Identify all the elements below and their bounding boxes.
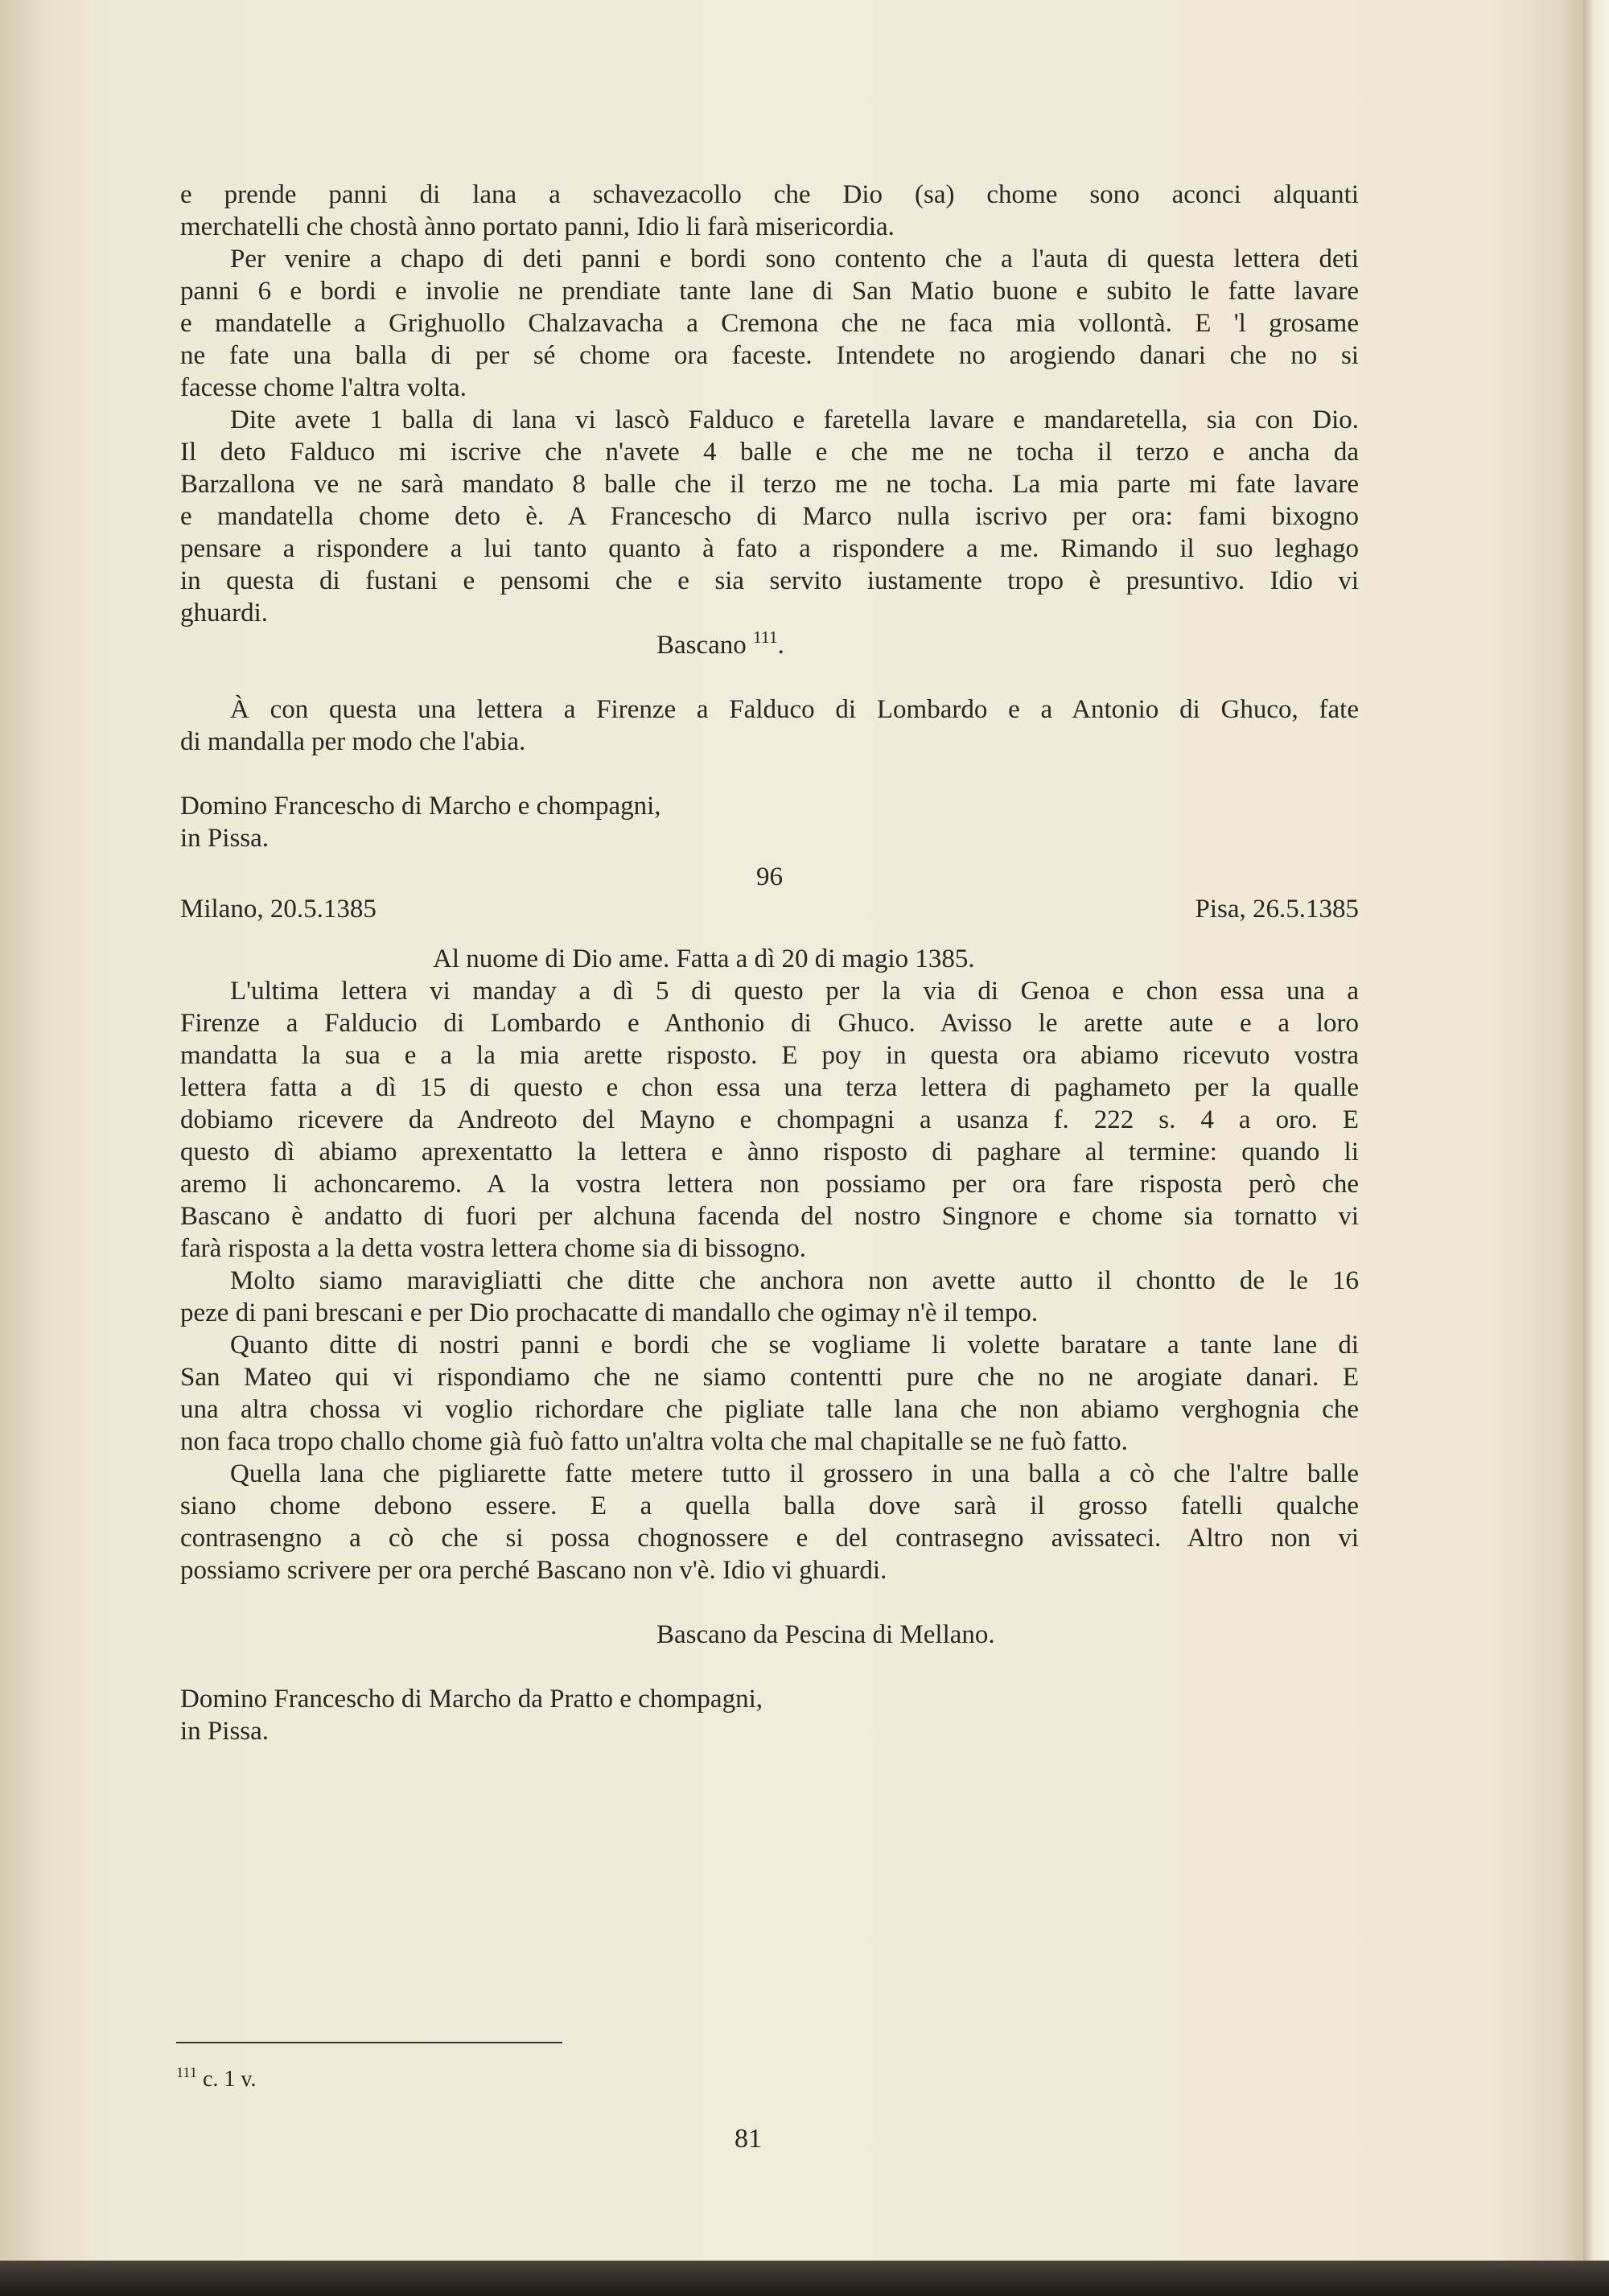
text-line: e mandatelle a Grighuollo Chalzavacha a Cremona che ne faca mia vollontà. E 'l grosame [180, 309, 1359, 338]
address-line: Domino Francescho di Marcho da Pratto e chompagni, [180, 1685, 763, 1714]
letter-destination: Pisa, 26.5.1385 [1195, 895, 1359, 924]
letter-text [180, 179, 1359, 1747]
text-line: questo dì abiamo aprexentatto la lettera e ànno risposto di paghare al termine: quando li [180, 1138, 1359, 1167]
text-line: Firenze a Falducio di Lombardo e Anthonio di Ghuco. Avisso le arette aute e a loro [180, 1009, 1359, 1038]
footnote-text: c. 1 v. [202, 2067, 257, 2092]
letter-number: 96 [756, 862, 783, 891]
text-line: ne fate una balla di per sé chome ora faceste. Intendete no arogiendo danari che no si [180, 341, 1359, 370]
signature-full: Bascano da Pescina di Mellano. [656, 1620, 995, 1649]
text-line: panni 6 e bordi e involie ne prendiate tante lane di San Matio buone e subito le fatte lavare [180, 277, 1359, 306]
text-line: in questa di fustani e pensomi che e sia servito iustamente tropo è presuntivo. Idio vi [180, 566, 1359, 595]
letter-origin: Milano, 20.5.1385 [180, 895, 377, 924]
text-line: siano chome debono essere. E a quella balla dove sarà il grosso fatelli qualche [180, 1492, 1359, 1520]
scan-border [0, 2261, 1609, 2296]
page-edge [1583, 0, 1609, 2296]
text-line: Per venire a chapo di deti panni e bordi sono contento che a l'auta di questa lettera deti [230, 245, 1359, 274]
text-line: pensare a rispondere a lui tanto quanto à fato a rispondere a me. Rimando il suo leghago [180, 534, 1359, 563]
text-line: merchatelli che chostà ànno portato panni, Idio li farà misericordia. [180, 212, 895, 241]
text-line: Molto siamo maravigliatti che ditte che anchora non avette autto il chontto de le 16 [230, 1266, 1359, 1295]
text-line: Dite avete 1 balla di lana vi lascò Falduco e faretella lavare e mandaretella, sia con Dio. [230, 405, 1359, 434]
address-line: in Pissa. [180, 824, 270, 853]
text-line: e mandatella chome deto è. A Francescho di Marco nulla iscrivo per ora: fami bixogno [180, 502, 1359, 531]
text-line: lettera fatta a dì 15 di questo e chon essa una terza lettera di paghameto per la qualle [180, 1073, 1359, 1102]
signature-period: . [777, 631, 784, 660]
text-line: Quella lana che pigliarette fatte metere tutto il grossero in una balla a cò che l'altre balle [230, 1459, 1359, 1488]
text-line: Barzallona ve ne sarà mandato 8 balle che il terzo me ne tocha. La mia parte mi fate lavare [180, 470, 1359, 499]
signature-name: Bascano [656, 631, 747, 660]
address-line: in Pissa. [180, 1717, 270, 1746]
text-line: farà risposta a la detta vostra lettera chome sia di bissogno. [180, 1234, 806, 1263]
text-line: ghuardi. [180, 599, 269, 627]
text-line: mandatta la sua e a la mia arette risposto. E poy in questa ora abiamo ricevuto vostra [180, 1041, 1359, 1070]
text-line: e prende panni di lana a schavezacollo che Dio (sa) chome sono aconci alquanti [180, 180, 1359, 209]
letter-header [180, 893, 1359, 925]
text-line: Il deto Falduco mi iscrive che n'avete 4 balle e che me ne tocha il terzo e ancha da [180, 438, 1359, 467]
text-line: L'ultima lettera vi manday a dì 5 di questo per la via di Genoa e chon essa una a [230, 977, 1359, 1006]
footnote-number: 111 [176, 2064, 197, 2081]
address-line: Domino Francescho di Marcho e chompagni, [180, 792, 661, 821]
text-line: facesse chome l'altra volta. [180, 373, 467, 402]
text-line: San Mateo qui vi rispondiamo che ne siamo contentti pure che no ne arogiate danari. E [180, 1363, 1359, 1392]
text-line: aremo li achoncaremo. A la vostra lettera non possiamo per ora fare risposta però che [180, 1170, 1359, 1199]
text-line: una altra chossa vi voglio richordare che pigliate talle lana che non abiamo verghognia che [180, 1395, 1359, 1424]
text-line: peze di pani brescani e per Dio prochacatte di mandallo che ogimay n'è il tempo. [180, 1298, 1039, 1327]
text-line: Quanto ditte di nostri panni e bordi che se vogliame li volette baratare a tante lane di [230, 1331, 1359, 1360]
text-line: possiamo scrivere per ora perché Bascano non v'è. Idio vi ghuardi. [180, 1556, 887, 1585]
text-line: contrasengno a cò che si possa chognossere e del contrasegno avissateci. Altro non vi [180, 1524, 1359, 1553]
page-number: 81 [735, 2124, 762, 2154]
footnote-marker: 111 [753, 627, 778, 648]
text-line: di mandalla per modo che l'abia. [180, 727, 526, 756]
text-line: dobiamo ricevere da Andreoto del Mayno e chompagni a usanza f. 222 s. 4 a oro. E [180, 1105, 1359, 1134]
footnote-rule [176, 2042, 562, 2043]
text-line: Bascano è andatto di fuori per alchuna facenda del nostro Singnore e chome sia tornatto vi [180, 1202, 1359, 1231]
text-line: À con questa una lettera a Firenze a Falduco di Lombardo e a Antonio di Ghuco, fate [230, 695, 1359, 724]
text-line: non faca tropo challo chome già fuò fatto un'altra volta che mal chapitalle se ne fuò fatto. [180, 1427, 1128, 1456]
letter-opening: Al nuome di Dio ame. Fatta a dì 20 di magio 1385. [433, 944, 975, 973]
signature-bascano [180, 629, 1359, 661]
footnote [176, 2066, 257, 2093]
